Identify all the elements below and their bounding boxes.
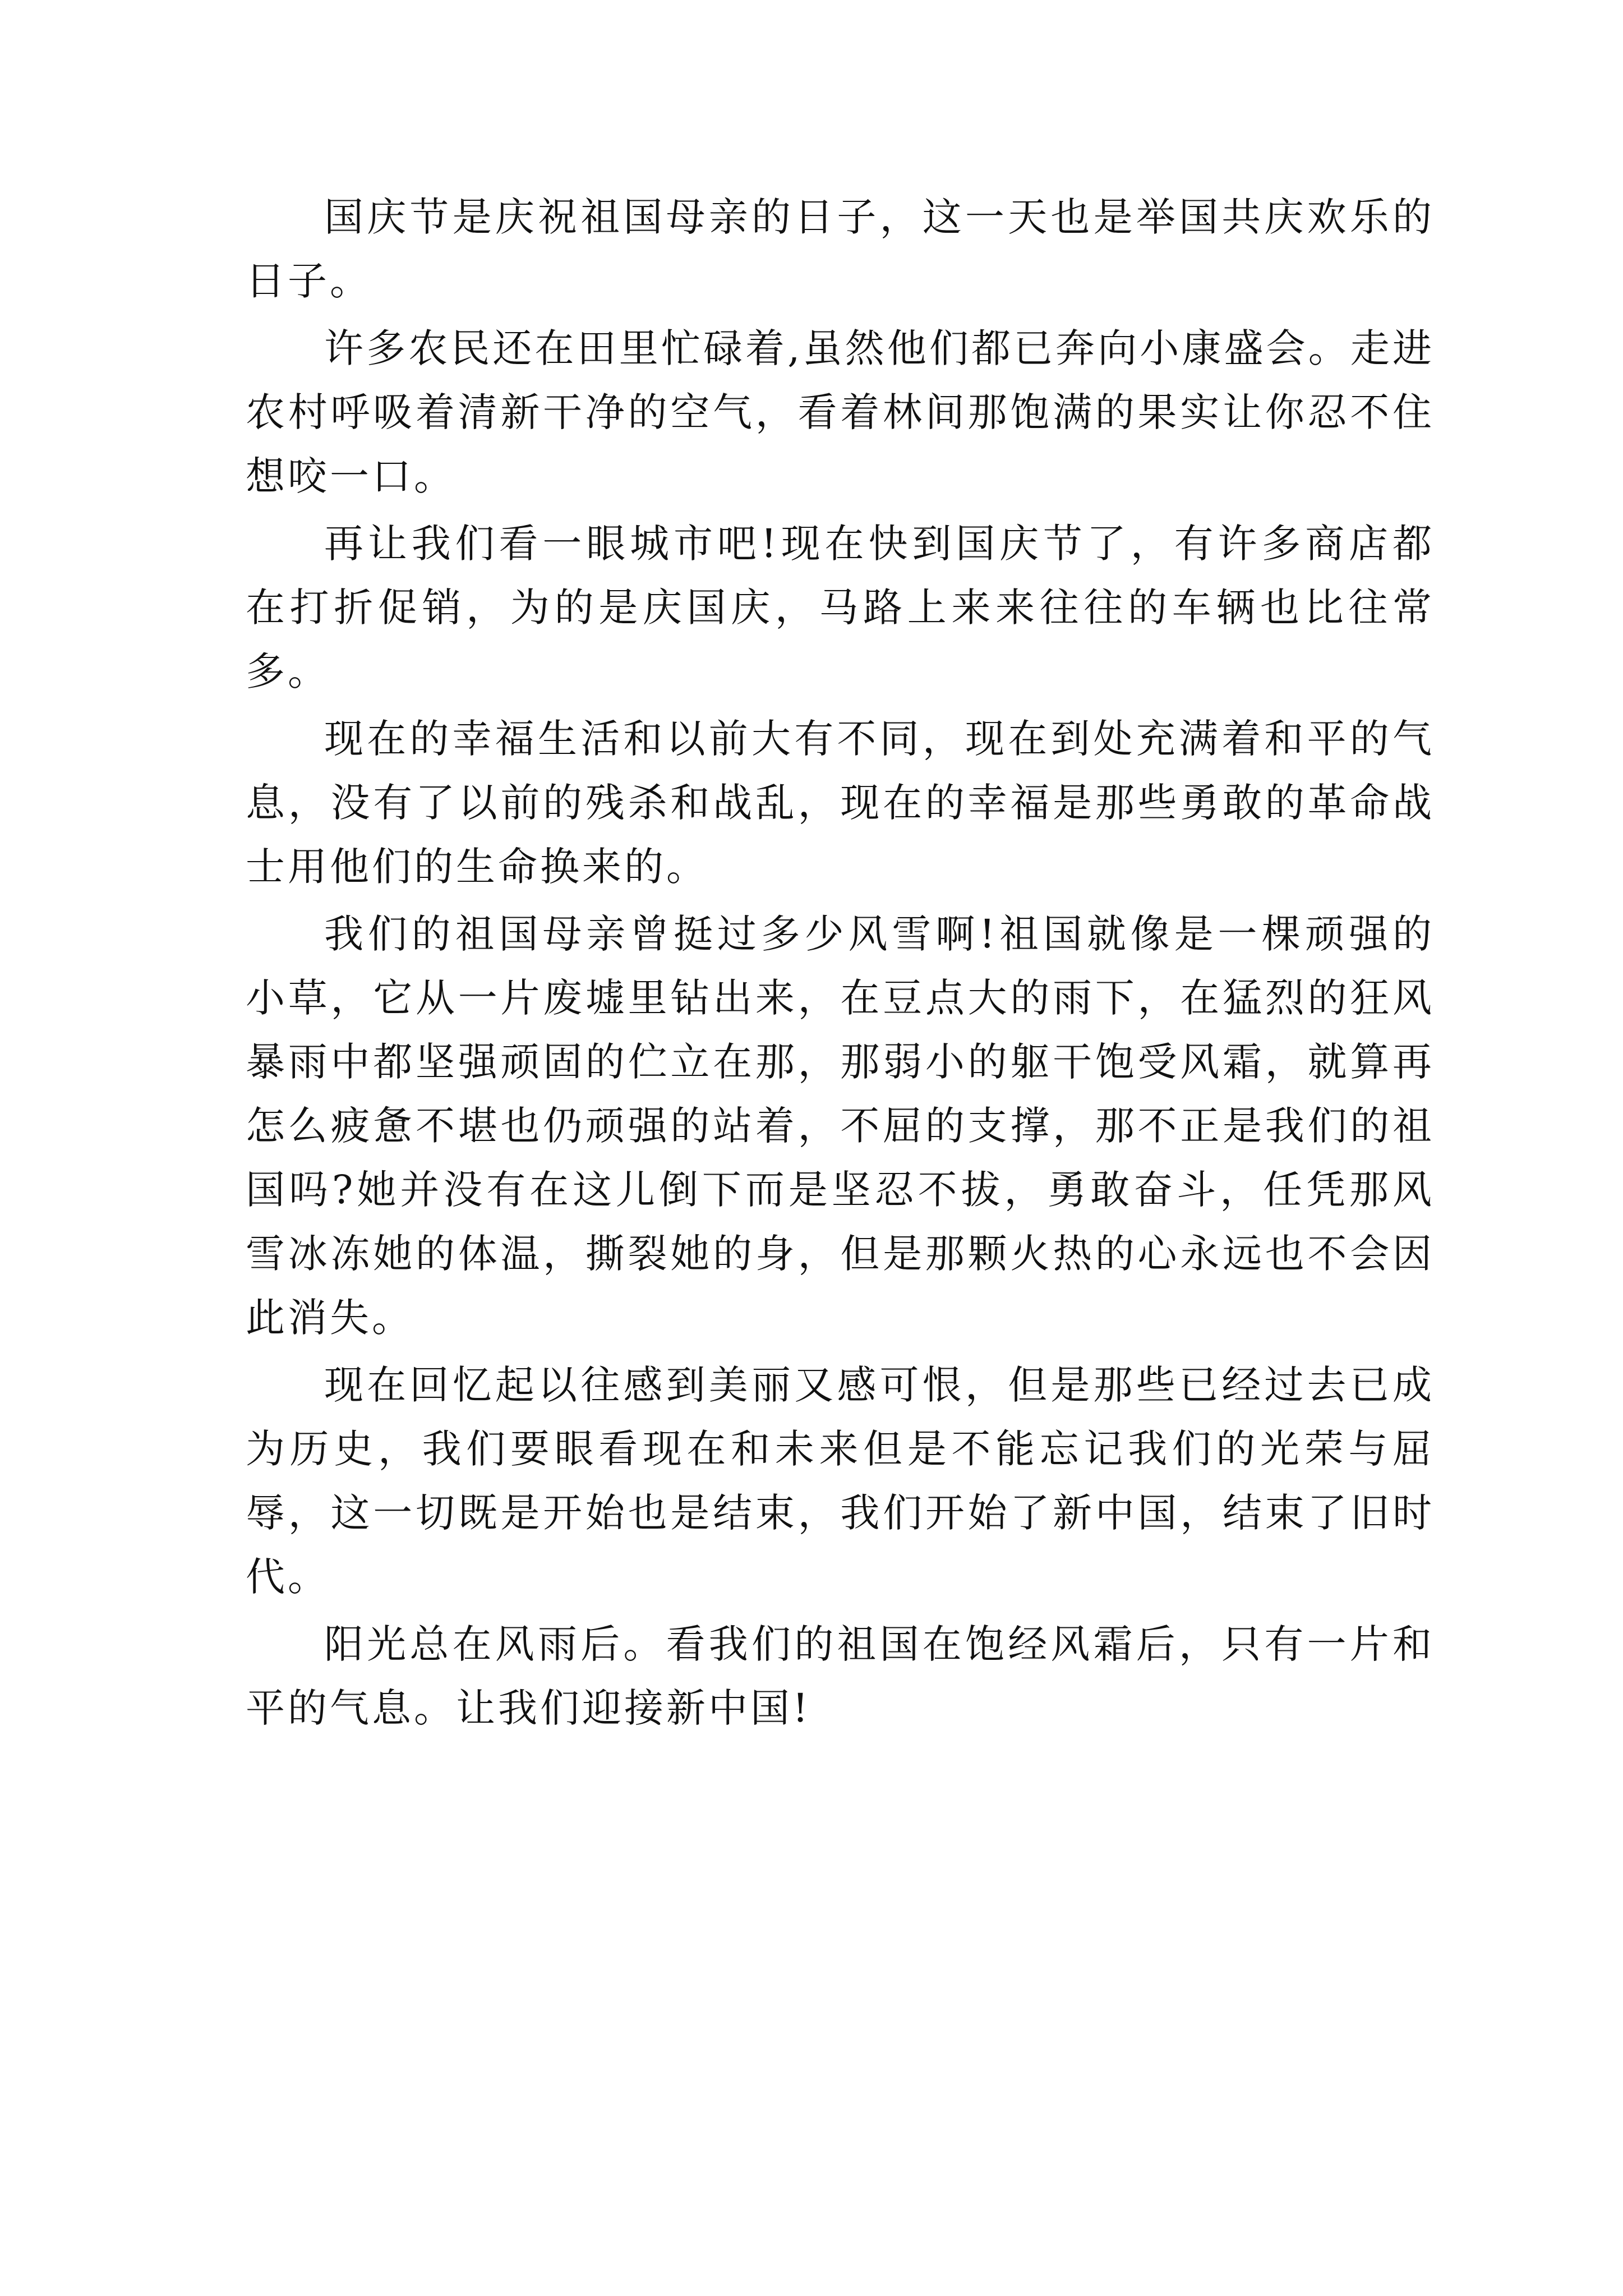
paragraph-3: 再让我们看一眼城市吧!现在快到国庆节了，有许多商店都在打折促销，为的是庆国庆，马路上来来往往的车辆也比往常多。 bbox=[246, 521, 1435, 694]
document-body bbox=[246, 185, 1435, 1743]
paragraph-6: 现在回忆起以往感到美丽又感可恨，但是那些已经过去已成为历史，我们要眼看现在和未来但是不能忘记我们的光荣与屈辱，这一切既是开始也是结束，我们开始了新中国，结束了旧时代。 bbox=[246, 1362, 1435, 1600]
paragraph-5: 我们的祖国母亲曾挺过多少风雪啊!祖国就像是一棵顽强的小草，它从一片废墟里钻出来，在豆点大的雨下，在猛烈的狂风暴雨中都坚强顽固的伫立在那，那弱小的躯干饱受风霜，就算再怎么疲惫不堪也仍顽强的站着，不屈的支撑，那不正是我们的祖国吗?她并没有在这儿倒下而是坚忍不拔，勇敢奋斗，任凭那风雪冰冻她的体温，撕裂她的身，但是那颗火热的心永远也不会因此消失。 bbox=[246, 911, 1435, 1341]
paragraph-1: 国庆节是庆祝祖国母亲的日子，这一天也是举国共庆欢乐的日子。 bbox=[246, 194, 1435, 304]
paragraph-7: 阳光总在风雨后。看我们的祖国在饱经风霜后，只有一片和平的气息。让我们迎接新中国! bbox=[246, 1621, 1435, 1731]
paragraph-2: 许多农民还在田里忙碌着,虽然他们都已奔向小康盛会。走进农村呼吸着清新干净的空气，看着林间那饱满的果实让你忍不住想咬一口。 bbox=[246, 325, 1435, 499]
paragraph-4: 现在的幸福生活和以前大有不同，现在到处充满着和平的气息，没有了以前的残杀和战乱，现在的幸福是那些勇敢的革命战士用他们的生命换来的。 bbox=[246, 716, 1435, 890]
